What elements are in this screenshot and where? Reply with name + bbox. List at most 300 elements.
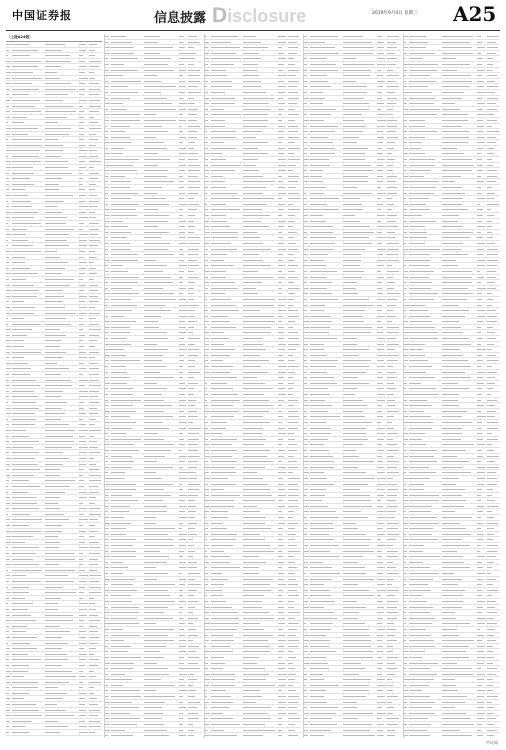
table-cell xyxy=(278,219,288,224)
cell-text-placeholder xyxy=(179,713,183,714)
table-cell xyxy=(188,56,201,61)
cell-text-placeholder xyxy=(288,400,298,401)
table-cell xyxy=(278,364,288,369)
table-cell xyxy=(144,605,179,610)
cell-text-placeholder xyxy=(211,713,223,714)
cell-text-placeholder xyxy=(144,232,169,233)
table-cell xyxy=(45,98,80,103)
table-cell xyxy=(144,90,179,95)
cell-text-placeholder xyxy=(179,635,185,636)
cell-text-placeholder xyxy=(144,640,174,641)
cell-text-placeholder xyxy=(79,363,84,364)
cell-text-placeholder xyxy=(278,579,284,580)
table-cell xyxy=(79,154,89,159)
cell-text-placeholder xyxy=(288,511,294,512)
table-cell xyxy=(278,420,288,425)
table-cell xyxy=(288,252,301,257)
table-cell xyxy=(111,129,144,134)
cell-text-placeholder xyxy=(144,416,173,417)
table-cell xyxy=(243,280,278,285)
table-cell xyxy=(144,459,179,464)
table-cell xyxy=(111,347,144,352)
cell-text-placeholder xyxy=(243,584,269,585)
cell-text-placeholder xyxy=(205,344,209,345)
cell-text-placeholder xyxy=(45,122,59,123)
cell-text-placeholder xyxy=(12,55,30,56)
cell-text-placeholder xyxy=(205,685,209,686)
table-cell xyxy=(79,529,89,534)
table-cell xyxy=(243,375,278,380)
table-cell xyxy=(179,633,189,638)
cell-text-placeholder xyxy=(144,663,157,664)
cell-text-placeholder xyxy=(45,402,67,403)
cell-text-placeholder xyxy=(211,277,226,278)
cell-text-placeholder xyxy=(89,671,94,672)
cell-text-placeholder xyxy=(79,195,86,196)
table-cell xyxy=(179,68,189,73)
cell-text-placeholder xyxy=(79,234,88,235)
cell-text-placeholder xyxy=(188,316,195,317)
cell-text-placeholder xyxy=(205,456,210,457)
table-cell xyxy=(12,148,45,153)
cell-text-placeholder xyxy=(144,730,167,731)
table-cell xyxy=(211,107,244,112)
cell-text-placeholder xyxy=(243,232,257,233)
cell-text-placeholder xyxy=(243,209,262,210)
cell-text-placeholder xyxy=(45,503,59,504)
cell-text-placeholder xyxy=(188,707,197,708)
cell-text-placeholder xyxy=(12,693,30,694)
cell-text-placeholder xyxy=(12,100,40,101)
table-cell xyxy=(278,330,288,335)
cell-text-placeholder xyxy=(211,444,232,445)
cell-text-placeholder xyxy=(45,464,63,465)
table-cell xyxy=(111,465,144,470)
table-cell xyxy=(45,288,80,293)
table-cell xyxy=(144,364,179,369)
table-cell xyxy=(278,599,288,604)
table-cell xyxy=(179,375,189,380)
table-cell xyxy=(111,224,144,229)
cell-text-placeholder xyxy=(243,668,265,669)
cell-text-placeholder xyxy=(179,226,186,227)
table-cell xyxy=(144,487,179,492)
table-cell xyxy=(243,263,278,268)
cell-text-placeholder xyxy=(6,408,11,409)
table-cell xyxy=(188,582,201,587)
cell-text-placeholder xyxy=(105,612,110,613)
table-cell xyxy=(211,442,244,447)
cell-text-placeholder xyxy=(211,433,224,434)
table-cell xyxy=(79,596,89,601)
cell-text-placeholder xyxy=(79,436,85,437)
table-cell xyxy=(179,398,189,403)
cell-text-placeholder xyxy=(179,433,183,434)
table-cell xyxy=(278,269,288,274)
table-cell xyxy=(278,454,288,459)
cell-text-placeholder xyxy=(205,668,208,669)
cell-text-placeholder xyxy=(188,422,193,423)
cell-text-placeholder xyxy=(89,615,98,616)
cell-text-placeholder xyxy=(12,570,42,571)
cell-text-placeholder xyxy=(288,562,295,563)
table-cell xyxy=(79,204,89,209)
cell-text-placeholder xyxy=(45,273,62,274)
table-cell xyxy=(211,677,244,682)
table-cell xyxy=(12,59,45,64)
cell-text-placeholder xyxy=(278,450,285,451)
table-cell xyxy=(12,624,45,629)
cell-text-placeholder xyxy=(6,531,11,532)
cell-text-placeholder xyxy=(45,704,57,705)
cell-text-placeholder xyxy=(6,659,9,660)
cell-text-placeholder xyxy=(243,153,268,154)
cell-text-placeholder xyxy=(144,674,169,675)
table-cell xyxy=(211,616,244,621)
cell-text-placeholder xyxy=(144,209,159,210)
table-cell xyxy=(144,722,179,727)
table-cell xyxy=(79,305,89,310)
cell-text-placeholder xyxy=(179,232,185,233)
cell-text-placeholder xyxy=(89,240,100,241)
table-cell xyxy=(288,207,301,212)
table-cell xyxy=(211,543,244,548)
cell-text-placeholder xyxy=(179,562,187,563)
cell-text-placeholder xyxy=(6,609,9,610)
cell-text-placeholder xyxy=(45,156,61,157)
cell-text-placeholder xyxy=(6,273,11,274)
table-cell xyxy=(179,247,189,252)
table-cell xyxy=(89,713,102,718)
cell-text-placeholder xyxy=(179,249,183,250)
table-cell xyxy=(211,565,244,570)
cell-text-placeholder xyxy=(105,81,108,82)
cell-text-placeholder xyxy=(111,400,141,401)
table-cell xyxy=(288,129,301,134)
cell-text-placeholder xyxy=(45,609,59,610)
table-cell xyxy=(45,641,80,646)
table-cell xyxy=(211,196,244,201)
cell-text-placeholder xyxy=(12,145,42,146)
table-cell xyxy=(211,314,244,319)
cell-text-placeholder xyxy=(278,305,285,306)
cell-text-placeholder xyxy=(12,111,41,112)
table-cell xyxy=(243,722,278,727)
cell-text-placeholder xyxy=(45,581,74,582)
cell-text-placeholder xyxy=(179,148,186,149)
table-cell xyxy=(278,319,288,324)
table-cell xyxy=(79,478,89,483)
cell-text-placeholder xyxy=(6,704,10,705)
table-cell xyxy=(79,545,89,550)
cell-text-placeholder xyxy=(288,332,298,333)
table-cell xyxy=(278,62,288,67)
table-cell xyxy=(144,56,179,61)
table-cell xyxy=(211,336,244,341)
cell-text-placeholder xyxy=(12,167,34,168)
table-cell xyxy=(243,442,278,447)
cell-text-placeholder xyxy=(12,44,30,45)
cell-text-placeholder xyxy=(243,221,261,222)
cell-text-placeholder xyxy=(278,679,286,680)
cell-text-placeholder xyxy=(6,285,10,286)
table-cell xyxy=(211,700,244,705)
cell-text-placeholder xyxy=(89,542,99,543)
table-cell xyxy=(188,375,201,380)
cell-text-placeholder xyxy=(12,106,36,107)
cell-text-placeholder xyxy=(278,366,287,367)
cell-text-placeholder xyxy=(243,260,262,261)
cell-text-placeholder xyxy=(12,542,25,543)
table-cell xyxy=(79,187,89,192)
cell-text-placeholder xyxy=(111,679,132,680)
cell-text-placeholder xyxy=(211,209,241,210)
cell-text-placeholder xyxy=(288,383,295,384)
cell-text-placeholder xyxy=(288,567,297,568)
cell-text-placeholder xyxy=(45,313,77,314)
cell-text-placeholder xyxy=(6,111,10,112)
table-cell xyxy=(79,691,89,696)
table-cell xyxy=(89,685,102,690)
table-cell xyxy=(188,286,201,291)
cell-text-placeholder xyxy=(12,385,40,386)
cell-text-placeholder xyxy=(79,206,88,207)
cell-text-placeholder xyxy=(243,299,274,300)
table-cell xyxy=(79,394,89,399)
table-cell xyxy=(45,568,80,573)
table-cell xyxy=(179,532,189,537)
table-cell xyxy=(89,736,102,738)
table-cell xyxy=(79,182,89,187)
cell-text-placeholder xyxy=(89,447,98,448)
cell-text-placeholder xyxy=(188,109,198,110)
cell-text-placeholder xyxy=(12,117,27,118)
cell-text-placeholder xyxy=(89,111,99,112)
table-cell xyxy=(111,258,144,263)
cell-text-placeholder xyxy=(205,551,208,552)
cell-text-placeholder xyxy=(105,159,110,160)
cell-text-placeholder xyxy=(205,590,210,591)
table-cell xyxy=(89,294,102,299)
cell-text-placeholder xyxy=(89,587,101,588)
cell-text-placeholder xyxy=(288,305,293,306)
cell-text-placeholder xyxy=(243,400,268,401)
table-cell xyxy=(45,389,80,394)
table-cell xyxy=(111,459,144,464)
cell-text-placeholder xyxy=(79,525,82,526)
cell-text-placeholder xyxy=(89,452,100,453)
cell-text-placeholder xyxy=(79,245,87,246)
table-cell xyxy=(144,386,179,391)
table-cell xyxy=(243,230,278,235)
table-cell xyxy=(111,235,144,240)
cell-text-placeholder xyxy=(79,726,87,727)
table-cell xyxy=(45,517,80,522)
cell-text-placeholder xyxy=(278,590,283,591)
cell-text-placeholder xyxy=(188,657,198,658)
table-cell xyxy=(144,409,179,414)
table-cell xyxy=(12,305,45,310)
cell-text-placeholder xyxy=(205,260,208,261)
table-cell xyxy=(89,389,102,394)
table-cell xyxy=(144,191,179,196)
table-cell xyxy=(310,40,343,45)
cell-text-placeholder xyxy=(6,178,9,179)
table-cell xyxy=(89,607,102,612)
cell-text-placeholder xyxy=(205,545,209,546)
table-cell xyxy=(243,633,278,638)
cell-text-placeholder xyxy=(89,301,99,302)
cell-text-placeholder xyxy=(89,408,97,409)
table-cell xyxy=(288,521,301,526)
table-cell xyxy=(243,509,278,514)
table-cell xyxy=(179,124,189,129)
cell-text-placeholder xyxy=(211,383,228,384)
cell-text-placeholder xyxy=(288,265,298,266)
table-cell xyxy=(89,299,102,304)
cell-text-placeholder xyxy=(12,380,36,381)
cell-text-placeholder xyxy=(278,467,286,468)
cell-text-placeholder xyxy=(144,411,164,412)
cell-text-placeholder xyxy=(188,305,199,306)
table-cell xyxy=(278,185,288,190)
cell-text-placeholder xyxy=(79,424,86,425)
table-cell xyxy=(243,241,278,246)
cell-text-placeholder xyxy=(278,690,282,691)
table-cell xyxy=(111,230,144,235)
table-cell xyxy=(211,157,244,162)
cell-text-placeholder xyxy=(211,70,226,71)
cell-text-placeholder xyxy=(278,142,282,143)
table-cell xyxy=(188,207,201,212)
cell-text-placeholder xyxy=(6,503,10,504)
table-cell xyxy=(89,490,102,495)
table-cell xyxy=(278,605,288,610)
table-cell xyxy=(179,146,189,151)
cell-text-placeholder xyxy=(179,534,187,535)
cell-text-placeholder xyxy=(211,612,238,613)
cell-text-placeholder xyxy=(243,511,260,512)
cell-text-placeholder xyxy=(188,651,196,652)
cell-text-placeholder xyxy=(243,53,259,54)
table-cell xyxy=(144,308,179,313)
table-cell xyxy=(288,314,301,319)
table-cell xyxy=(243,224,278,229)
cell-text-placeholder xyxy=(288,36,299,37)
table-cell xyxy=(243,543,278,548)
cell-text-placeholder xyxy=(111,551,136,552)
cell-text-placeholder xyxy=(288,618,295,619)
table-cell xyxy=(343,34,378,39)
table-cell xyxy=(111,526,144,531)
table-cell xyxy=(144,554,179,559)
table-cell xyxy=(288,537,301,542)
cell-text-placeholder xyxy=(188,193,198,194)
table-cell xyxy=(12,372,45,377)
table-cell xyxy=(288,101,301,106)
cell-text-placeholder xyxy=(211,629,237,630)
cell-text-placeholder xyxy=(89,419,96,420)
cell-text-placeholder xyxy=(188,556,193,557)
table-cell xyxy=(45,227,80,232)
table-cell xyxy=(288,168,301,173)
table-cell xyxy=(12,652,45,657)
cell-text-placeholder xyxy=(278,86,286,87)
table-cell xyxy=(188,711,201,716)
table-cell xyxy=(278,129,288,134)
cell-text-placeholder xyxy=(79,475,82,476)
table-cell xyxy=(211,330,244,335)
cell-text-placeholder xyxy=(205,75,210,76)
cell-text-placeholder xyxy=(278,657,281,658)
cell-text-placeholder xyxy=(105,478,110,479)
cell-text-placeholder xyxy=(79,94,84,95)
table-cell xyxy=(278,694,288,699)
cell-text-placeholder xyxy=(89,139,99,140)
cell-text-placeholder xyxy=(288,439,295,440)
cell-text-placeholder xyxy=(278,489,285,490)
cell-text-placeholder xyxy=(6,603,8,604)
table-cell xyxy=(278,140,288,145)
cell-text-placeholder xyxy=(278,321,282,322)
cell-text-placeholder xyxy=(205,204,207,205)
cell-text-placeholder xyxy=(211,618,240,619)
table-cell xyxy=(288,459,301,464)
cell-text-placeholder xyxy=(105,444,110,445)
cell-text-placeholder xyxy=(278,193,286,194)
cell-text-placeholder xyxy=(278,221,286,222)
table-cell xyxy=(211,655,244,660)
table-cell xyxy=(144,118,179,123)
cell-text-placeholder xyxy=(188,114,196,115)
table-cell xyxy=(188,174,201,179)
cell-text-placeholder xyxy=(89,536,95,537)
cell-text-placeholder xyxy=(179,327,187,328)
table-cell xyxy=(288,666,301,671)
table-cell xyxy=(288,185,301,190)
cell-text-placeholder xyxy=(144,629,175,630)
table-cell xyxy=(12,277,45,282)
table-cell xyxy=(179,493,189,498)
table-cell xyxy=(45,316,80,321)
cell-text-placeholder xyxy=(12,726,25,727)
cell-text-placeholder xyxy=(6,72,11,73)
cell-text-placeholder xyxy=(278,355,283,356)
table-row xyxy=(105,733,201,738)
table-cell xyxy=(111,431,144,436)
cell-text-placeholder xyxy=(278,310,286,311)
table-cell xyxy=(288,392,301,397)
table-cell xyxy=(111,219,144,224)
table-cell xyxy=(144,252,179,257)
table-cell xyxy=(144,666,179,671)
table-cell xyxy=(188,319,201,324)
cell-text-placeholder xyxy=(144,668,168,669)
table-cell xyxy=(211,588,244,593)
cell-text-placeholder xyxy=(6,161,11,162)
cell-text-placeholder xyxy=(45,592,76,593)
table-cell xyxy=(288,196,301,201)
table-cell xyxy=(243,275,278,280)
cell-text-placeholder xyxy=(89,223,99,224)
cell-text-placeholder xyxy=(288,461,297,462)
cell-text-placeholder xyxy=(6,206,9,207)
table-cell xyxy=(288,135,301,140)
cell-text-placeholder xyxy=(304,47,308,48)
table-cell xyxy=(144,280,179,285)
cell-text-placeholder xyxy=(105,394,107,395)
table-cell xyxy=(278,610,288,615)
